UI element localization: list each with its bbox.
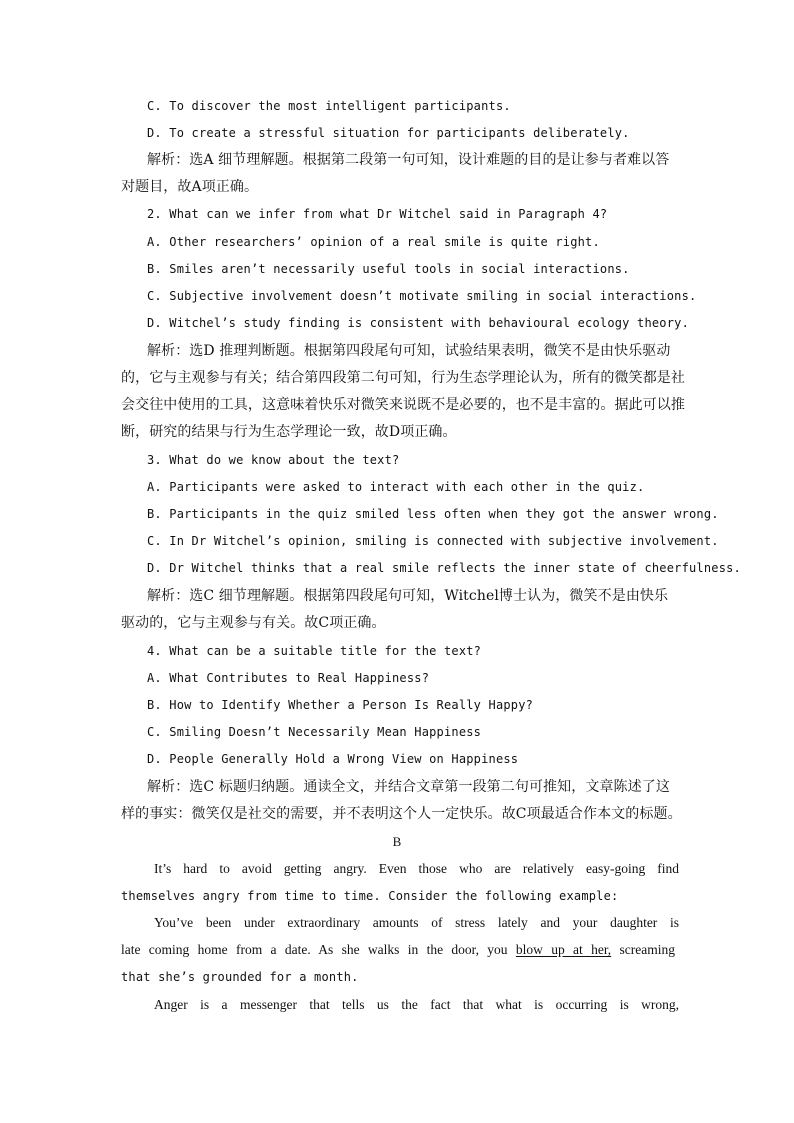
- q4-option-b: B. How to Identify Whether a Person Is Really Happy?: [147, 698, 534, 712]
- section-b-p1-line-1: It’s hard to avoid getting angry. Even those who are relatively easy-going find: [154, 861, 679, 876]
- q2-analysis-line-4: 断，研究的结果与行为生态学理论一致，故D项正确。: [121, 424, 457, 440]
- q2-analysis-line-1: 解析：选D 推理判断题。根据第四段尾句可知，试验结果表明，微笑不是由快乐驱动: [147, 343, 671, 359]
- q1-option-d: D. To create a stressful situation for participants deliberately.: [147, 126, 630, 140]
- q3-analysis-line-2: 驱动的，它与主观参与有关。故C项正确。: [121, 615, 386, 631]
- q4-option-c: C. Smiling Doesn’t Necessarily Mean Happiness: [147, 725, 482, 739]
- q3-option-b: B. Participants in the quiz smiled less often when they got the answer wrong.: [147, 507, 719, 521]
- q4-option-a: A. What Contributes to Real Happiness?: [147, 671, 430, 685]
- q2-option-d: D. Witchel’s study finding is consistent with behavioural ecology theory.: [147, 316, 689, 330]
- section-b-p3-line-1: Anger is a messenger that tells us the fact that what is occurring is wrong,: [154, 997, 679, 1012]
- q4-analysis-line-1: 解析：选C 标题归纳题。通读全文，并结合文章第一段第二句可推知，文章陈述了这: [147, 779, 670, 795]
- q2-analysis-line-3: 会交往中使用的工具，这意味着快乐对微笑来说既不是必要的，也不是丰富的。据此可以推: [121, 397, 685, 413]
- q2-analysis-line-2: 的，它与主观参与有关；结合第四段第二句可知，行为生态学理论认为，所有的微笑都是社: [121, 370, 685, 386]
- q4-option-d: D. People Generally Hold a Wrong View on Happiness: [147, 752, 519, 766]
- section-b-p2-line-2: [121, 939, 675, 961]
- section-b-p2-line-1: You’ve been under extraordinary amounts of stress lately and your daughter is: [154, 915, 679, 930]
- q3-option-d: D. Dr Witchel thinks that a real smile reflects the inner state of cheerfulness.: [147, 561, 741, 575]
- q2-question: 2. What can we infer from what Dr Witchel said in Paragraph 4?: [147, 207, 608, 221]
- section-b-p2-line-2-post: screaming: [611, 942, 675, 957]
- q3-option-a: A. Participants were asked to interact with each other in the quiz.: [147, 480, 645, 494]
- q3-question: 3. What do we know about the text?: [147, 453, 400, 467]
- q1-analysis-line-1: 解析：选A 细节理解题。根据第二段第一句可知，设计难题的目的是让参与者难以答: [147, 152, 670, 168]
- q2-option-b: B. Smiles aren’t necessarily useful tools in social interactions.: [147, 262, 630, 276]
- q1-option-c: C. To discover the most intelligent participants.: [147, 99, 511, 113]
- q4-question: 4. What can be a suitable title for the text?: [147, 644, 482, 658]
- section-b-p2-line-2-pre: late coming home from a date. As she walks in the door, you: [121, 942, 516, 957]
- underlined-phrase: blow up at her,: [515, 942, 612, 957]
- section-b-p2-line-3: that she’s grounded for a month.: [121, 970, 359, 984]
- section-b-p1-line-2: themselves angry from time to time. Consider the following example:: [121, 889, 619, 903]
- q4-analysis-line-2: 样的事实：微笑仅是社交的需要，并不表明这个人一定快乐。故C项最适合作本文的标题。: [121, 806, 682, 822]
- q2-option-c: C. Subjective involvement doesn’t motivate smiling in social interactions.: [147, 289, 697, 303]
- section-b-heading: B: [392, 834, 402, 849]
- q1-analysis-line-2: 对题目，故A项正确。: [121, 179, 259, 195]
- q2-option-a: A. Other researchers’ opinion of a real smile is quite right.: [147, 235, 600, 249]
- q3-analysis-line-1: 解析：选C 细节理解题。根据第四段尾句可知，Witchel博士认为，微笑不是由快乐: [147, 588, 669, 604]
- q3-option-c: C. In Dr Witchel’s opinion, smiling is connected with subjective involvement.: [147, 534, 719, 548]
